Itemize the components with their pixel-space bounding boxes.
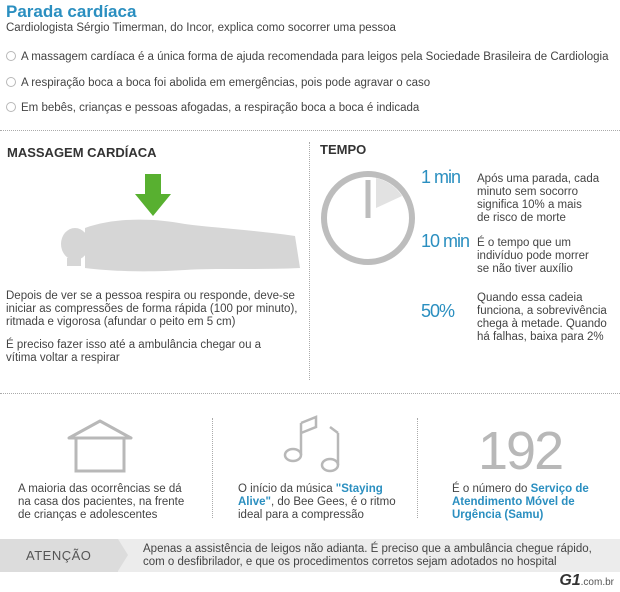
stat-50pct-text: Quando essa cadeia funciona, a sobrevivência chega à metade. Quando há falhas, baixa para 2% <box>477 292 607 343</box>
stat-50pct-value: 50% <box>421 301 455 321</box>
list-item: Em bebês, crianças e pessoas afogadas, a respiração boca a boca é indicada <box>6 102 419 114</box>
massagem-instructions: Depois de ver se a pessoa respira ou responde, deve-se iniciar as compressões de forma rápida (100 por minuto), ritmada e vigorosa (afundar o peito em 5 cm) <box>6 290 298 328</box>
bullet-circle-icon <box>6 102 16 112</box>
cpr-illustration <box>55 172 305 274</box>
stat-1min-value: 1 min <box>421 167 461 187</box>
massagem-note: É preciso fazer isso até a ambulância chegar ou a vítima voltar a respirar <box>6 339 262 364</box>
list-item: A massagem cardíaca é a única forma de ajuda recomendada para leigos pela Sociedade Brasileira de Cardiologia <box>6 51 609 63</box>
attention-text: Apenas a assistência de leigos não adianta. É preciso que a ambulância chegue rápido, com o desfibrilador, e que os procedimentos corretos sejam adotados no hospital <box>143 543 592 568</box>
stat-10min-value: 10 min <box>421 231 470 251</box>
attention-arrow <box>118 539 128 571</box>
bullet-circle-icon <box>6 77 16 87</box>
page-subtitle: Cardiologista Sérgio Timerman, do Incor, explica como socorrer uma pessoa <box>6 22 396 34</box>
clock-icon <box>318 164 418 272</box>
divider <box>0 130 620 131</box>
body-silhouette-icon <box>61 220 300 272</box>
divider <box>309 142 310 380</box>
house-icon <box>66 418 134 474</box>
bullet-circle-icon <box>6 51 16 61</box>
divider <box>417 418 418 518</box>
attention-label: ATENÇÃO <box>26 548 92 563</box>
emergency-number: 192 <box>478 421 563 481</box>
divider <box>212 418 213 518</box>
list-item: A respiração boca a boca foi abolida em emergências, pois pode agravar o caso <box>6 77 430 89</box>
music-note-icon <box>282 413 348 477</box>
fact-samu-text: É o número do Serviço de Atendimento Móvel de Urgência (Samu) <box>452 483 589 521</box>
tempo-heading: TEMPO <box>320 142 367 157</box>
stat-10min-text: É o tempo que um indivíduo pode morrer se não tiver auxílio <box>477 237 589 275</box>
page-title: Parada cardíaca <box>6 2 137 21</box>
divider <box>0 393 620 394</box>
fact-home-text: A maioria das ocorrências se dá na casa dos pacientes, na frente de crianças e adolescentes <box>18 483 185 521</box>
stat-1min-text: Após uma parada, cada minuto sem socorro significa 10% a mais de risco de morte <box>477 173 600 224</box>
fact-music-text: O início da música "Staying Alive", do Bee Gees, é o ritmo ideal para a compressão <box>238 483 396 521</box>
down-arrow-icon <box>135 174 171 216</box>
g1-logo: G1.com.br <box>559 572 614 589</box>
massagem-heading: MASSAGEM CARDÍACA <box>7 145 157 160</box>
attention-label-box <box>0 539 118 572</box>
